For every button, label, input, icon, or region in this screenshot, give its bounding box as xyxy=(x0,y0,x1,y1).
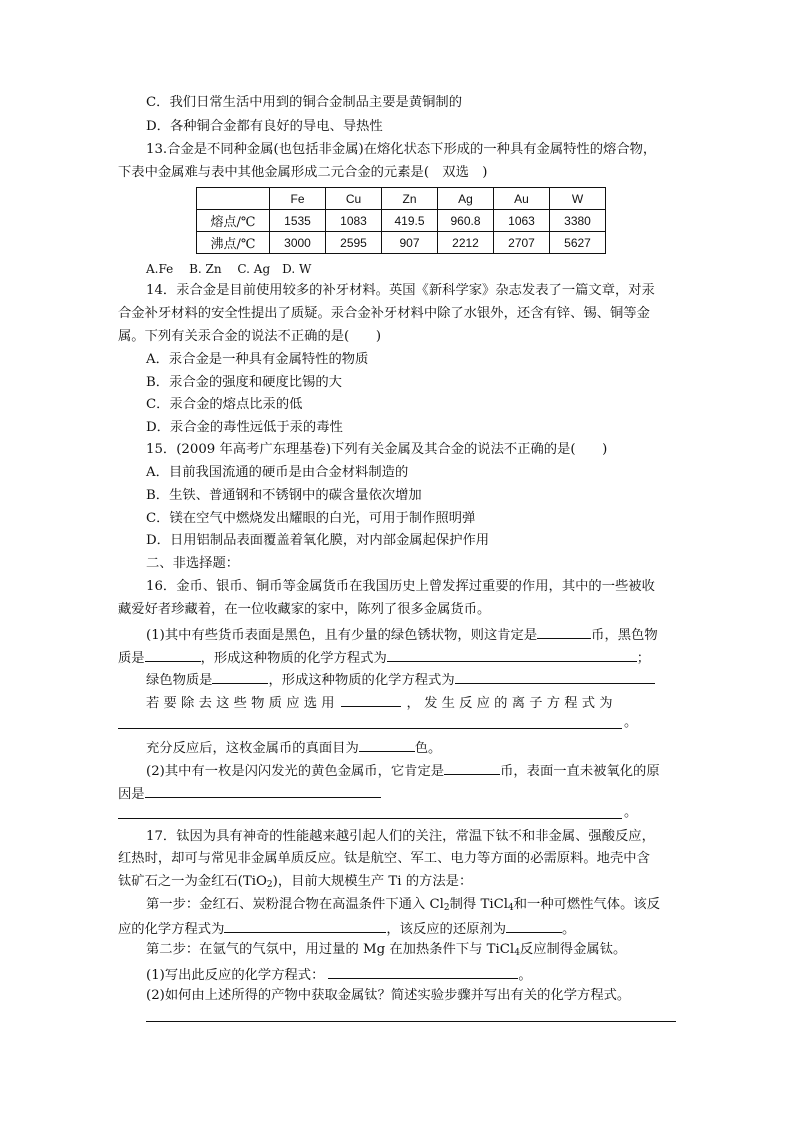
option-c-line: C．我们日常生活中用到的铜合金制品主要是黄铜制的 xyxy=(146,95,463,110)
text: 币，表面一直未被氧化的原 xyxy=(500,764,660,779)
text: (1)写出此反应的化学方程式： xyxy=(146,968,325,983)
question-17-part2: (2)如何由上述所得的产物中获取金属钛？简述实验步骤并写出有关的化学方程式。 xyxy=(146,988,631,1003)
metal-properties-table xyxy=(196,187,606,254)
question-14-line1: 14．汞合金是目前使用较多的补牙材料。英国《新科学家》杂志发表了一篇文章，对汞 xyxy=(146,283,655,298)
text: 制得 TiCl xyxy=(449,897,508,912)
text: 应的化学方程式为 xyxy=(118,922,225,937)
text: 质是 xyxy=(118,651,145,666)
text: (1)其中有些货币表面是黑色，且有少量的绿色锈状物，则这肯定是 xyxy=(146,628,538,643)
period: 。 xyxy=(624,715,638,730)
answer-blank[interactable] xyxy=(341,692,401,707)
table-header-cell: Zn xyxy=(382,188,438,210)
question-15-option-b: B．生铁、普通钢和不锈钢中的碳含量依次增加 xyxy=(146,488,422,503)
row-label: 熔点/℃ xyxy=(197,210,270,232)
text: 第二步：在氩气的气氛中，用过量的 Mg 在加热条件下与 TiCl xyxy=(146,942,515,957)
text: 。 xyxy=(518,968,532,983)
answer-blank[interactable] xyxy=(212,669,268,684)
table-header-cell: W xyxy=(550,188,606,210)
table-row xyxy=(197,210,606,232)
answer-blank[interactable] xyxy=(455,669,655,684)
question-15-line: 15．(2009 年高考广东理基卷)下列有关金属及其合金的说法不正确的是( ) xyxy=(146,442,608,457)
question-16-line2: 藏爱好者珍藏着，在一位收藏家的家中，陈列了很多金属货币。 xyxy=(118,602,491,617)
table-header-cell: Fe xyxy=(270,188,326,210)
question-16-part2-line1 xyxy=(146,760,660,781)
text: 充分反应后，这枚金属币的真面目为 xyxy=(146,741,359,756)
question-16-line1: 16．金币、银币、铜币等金属货币在我国历史上曾发挥过重要的作用，其中的一些被收 xyxy=(146,579,655,594)
table-header-cell xyxy=(197,188,270,210)
text: ，形成这种物质的化学方程式为 xyxy=(200,651,387,666)
question-14-option-d: D．汞合金的毒性远低于汞的毒性 xyxy=(146,420,343,435)
subscript: 4 xyxy=(508,903,514,913)
text: ， 发 生 反 应 的 离 子 方 程 式 为 xyxy=(406,696,613,711)
option-d-line: D．各种铜合金都有良好的导电、导热性 xyxy=(146,119,383,134)
row-label: 沸点/℃ xyxy=(197,232,270,254)
text: )，目前大规模生产 Ti 的方法是： xyxy=(272,874,473,889)
question-15-option-a: A．目前我国流通的硬币是由合金材料制造的 xyxy=(146,465,409,480)
section-heading: 二、非选择题： xyxy=(146,556,240,571)
question-15-option-d: D．日用铝制品表面覆盖着氧化膜，对内部金属起保护作用 xyxy=(146,533,490,548)
answer-line[interactable] xyxy=(118,728,622,729)
question-16-part1-line5 xyxy=(146,737,441,758)
text: 币，黑色物 xyxy=(591,628,658,643)
answer-line[interactable] xyxy=(118,818,622,819)
text: (2)其中有一枚是闪闪发光的黄色金属币，它肯定是 xyxy=(146,764,445,779)
table-cell: 5627 xyxy=(550,232,606,254)
text: 反应制得金属钛。 xyxy=(519,942,627,957)
table-cell: 907 xyxy=(382,232,438,254)
question-14-line2: 合金补牙材料的安全性提出了质疑。汞合金补牙材料中除了水银外，还含有锌、锡、铜等金 xyxy=(118,306,650,321)
question-13-line2: 下表中金属难与表中其他金属形成二元合金的元素是( 双选 ) xyxy=(118,165,488,180)
text: 钛矿石之一为金红石(TiO xyxy=(118,874,267,889)
question-17-part1 xyxy=(146,964,532,985)
text: 因是 xyxy=(118,787,145,802)
question-16-part1-line2 xyxy=(118,647,650,668)
table-cell: 3380 xyxy=(550,210,606,232)
text: ，该反应的还原剂为 xyxy=(386,922,507,937)
question-17-step1 xyxy=(146,896,660,917)
table-cell: 419.5 xyxy=(382,210,438,232)
answer-blank[interactable] xyxy=(145,647,201,662)
text: 若 要 除 去 这 些 物 质 应 选 用 xyxy=(146,696,335,711)
subscript: 4 xyxy=(514,948,520,958)
question-17-line2: 红热时，却可与常见非金属单质反应。钛是航空、军工、电力等方面的必需原料。地壳中含 xyxy=(118,851,650,866)
answer-blank[interactable] xyxy=(537,624,591,639)
period: 。 xyxy=(624,805,638,820)
answer-blank[interactable] xyxy=(444,760,500,775)
question-17-step2 xyxy=(146,941,626,962)
table-cell: 2595 xyxy=(326,232,382,254)
text: 绿色物质是 xyxy=(146,673,213,688)
subscript: 2 xyxy=(266,880,273,890)
question-14-option-a: A．汞合金是一种具有金属特性的物质 xyxy=(146,352,369,367)
text: 色。 xyxy=(414,741,442,756)
text: ，形成这种物质的化学方程式为 xyxy=(268,673,455,688)
table-cell: 3000 xyxy=(270,232,326,254)
question-13-options: A.Fe B. Zn C. Ag D. W xyxy=(146,262,312,276)
table-cell: 1063 xyxy=(494,210,550,232)
table-header-cell: Cu xyxy=(326,188,382,210)
question-17-line1: 17．钛因为具有神奇的性能越来越引起人们的关注，常温下钛不和非金属、强酸反应， xyxy=(146,829,655,844)
question-14-option-c: C．汞合金的熔点比汞的低 xyxy=(146,397,303,412)
answer-blank[interactable] xyxy=(145,783,381,798)
question-14-line3: 属。下列有关汞合金的说法不正确的是( ) xyxy=(118,329,382,344)
text: ； xyxy=(636,651,651,666)
answer-line[interactable] xyxy=(146,1021,676,1022)
question-16-part1-line3 xyxy=(146,669,655,690)
question-15-option-c: C．镁在空气中燃烧发出耀眼的白光，可用于制作照明弹 xyxy=(146,511,476,526)
question-16-part1-line4 xyxy=(146,692,613,713)
table-cell: 2707 xyxy=(494,232,550,254)
question-17-step1-line2 xyxy=(118,918,575,939)
answer-blank[interactable] xyxy=(224,918,386,933)
table-cell: 1083 xyxy=(326,210,382,232)
question-16-part1-line1 xyxy=(146,624,658,645)
question-17-line3 xyxy=(118,873,472,894)
text: 。 xyxy=(562,922,576,937)
table-cell: 960.8 xyxy=(438,210,494,232)
table-cell: 2212 xyxy=(438,232,494,254)
text: 和一种可燃性气体。该反 xyxy=(513,897,660,912)
answer-blank[interactable] xyxy=(387,647,637,662)
question-16-part2-line2 xyxy=(118,783,381,804)
table-header-cell: Ag xyxy=(438,188,494,210)
subscript: 2 xyxy=(443,903,450,913)
table-row xyxy=(197,232,606,254)
table-cell: 1535 xyxy=(270,210,326,232)
answer-blank[interactable] xyxy=(359,737,415,752)
question-14-option-b: B．汞合金的强度和硬度比锡的大 xyxy=(146,375,342,390)
answer-blank[interactable] xyxy=(328,964,518,979)
question-13-line1: 13.合金是不同种金属(也包括非金属)在熔化状态下形成的一种具有金属特性的熔合物， xyxy=(146,142,657,157)
answer-blank[interactable] xyxy=(506,918,562,933)
text: 第一步：金红石、炭粉混合物在高温条件下通入 Cl xyxy=(146,897,444,912)
table-header-cell: Au xyxy=(494,188,550,210)
table-header-row xyxy=(197,188,606,210)
